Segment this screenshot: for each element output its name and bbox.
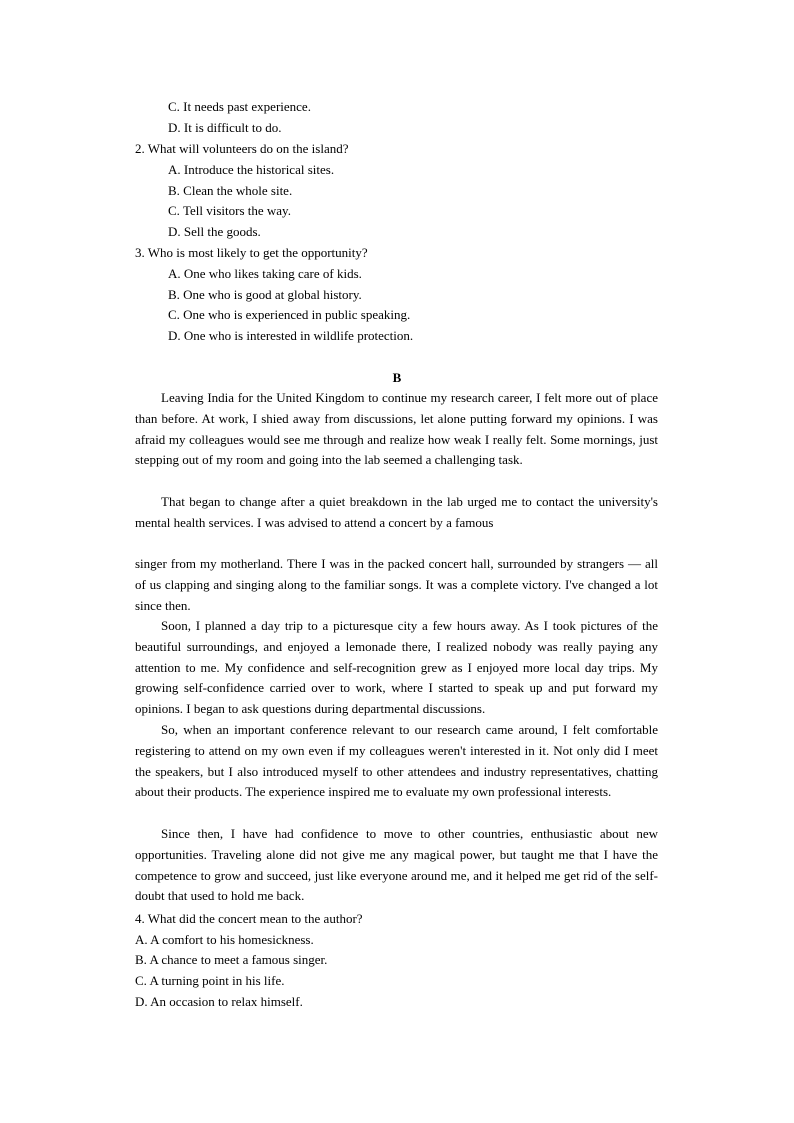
option-letter: C. <box>168 203 180 218</box>
q3-stem: 3. Who is most likely to get the opportunity? <box>135 245 368 260</box>
option-text: One who is good at global history. <box>183 287 362 302</box>
option-letter: A. <box>168 162 181 177</box>
q1-option-d <box>168 120 282 136</box>
option-letter: B. <box>168 183 180 198</box>
q3-option-d <box>168 328 413 344</box>
option-letter: D. <box>168 328 181 343</box>
option-letter: D. <box>168 120 181 135</box>
q2-option-c <box>168 203 291 219</box>
passage-paragraph-4: So, when an important conference relevant to our research came around, I felt comfortable registering to attend on my own even if my colleagues weren't interested in it. Not only did I meet the speakers, but I also introduced myself to other attendees and industry representatives, chatting about their products. The experience inspired me to evaluate my own professional interests. <box>135 722 658 800</box>
passage-paragraph-1: Leaving India for the United Kingdom to continue my research career, I felt more out of place than before. At work, I shied away from discussions, let alone putting forward my opinions. I was afraid my colleagues would see me through and realize how weak I really felt. Some mornings, just stepping out of my room and going into the lab seemed a challenging task. <box>135 390 658 468</box>
option-text: Sell the goods. <box>183 224 261 239</box>
option-text: One who likes taking care of kids. <box>183 266 362 281</box>
q2-option-d <box>168 224 261 240</box>
option-text: One who is interested in wildlife protection. <box>183 328 414 343</box>
option-text: It is difficult to do. <box>183 120 282 135</box>
q3-option-c <box>168 307 410 323</box>
passage-paragraph-5: Since then, I have had confidence to move to other countries, enthusiastic about new opportunities. Traveling alone did not give me any magical power, but taught me that I have the competence to grow and succeed, just like everyone around me, and it helped me get rid of the self-doubt that used to hold me back. <box>135 826 658 904</box>
option-text: It needs past experience. <box>183 99 311 114</box>
q4-stem: 4. What did the concert mean to the author? <box>135 911 363 926</box>
option-text: Tell visitors the way. <box>182 203 291 218</box>
option-letter: C. <box>168 307 180 322</box>
option-letter: B. <box>168 287 180 302</box>
q3-option-a <box>168 266 362 282</box>
q4-option-b: B. A chance to meet a famous singer. <box>135 952 328 967</box>
option-text: One who is experienced in public speaking. <box>183 307 411 322</box>
q3-option-b <box>168 287 362 303</box>
option-letter: D. <box>168 224 181 239</box>
q4-option-c: C. A turning point in his life. <box>135 973 285 988</box>
option-text: Introduce the historical sites. <box>183 162 335 177</box>
q4-option-d: D. An occasion to relax himself. <box>135 994 303 1009</box>
passage-paragraph-3: Soon, I planned a day trip to a picturesque city a few hours away. As I took pictures of the beautiful surroundings, and enjoyed a lemonade there, I realized nobody was really paying any attention to me. My confidence and self-recognition grew as I enjoyed more local day trips. My growing self-confidence carried over to work, where I started to speak up and put forward my opinions. I began to ask questions during departmental discussions. <box>135 618 658 717</box>
section-heading: B <box>392 370 402 385</box>
option-letter: A. <box>168 266 181 281</box>
q2-option-a <box>168 162 334 178</box>
passage-paragraph-2-continued: singer from my motherland. There I was in the packed concert hall, surrounded by strangers — all of us clapping and singing along to the familiar songs. It was a complete victory. I've changed a lot since then. <box>135 556 658 613</box>
passage-paragraph-2: That began to change after a quiet breakdown in the lab urged me to contact the university's mental health services. I was advised to attend a concert by a famous <box>135 494 658 530</box>
option-text: Clean the whole site. <box>183 183 293 198</box>
q2-option-b <box>168 183 292 199</box>
q4-option-a: A. A comfort to his homesickness. <box>135 932 314 947</box>
q2-stem: 2. What will volunteers do on the island? <box>135 141 349 156</box>
option-letter: C. <box>168 99 180 114</box>
q1-option-c <box>168 99 311 115</box>
